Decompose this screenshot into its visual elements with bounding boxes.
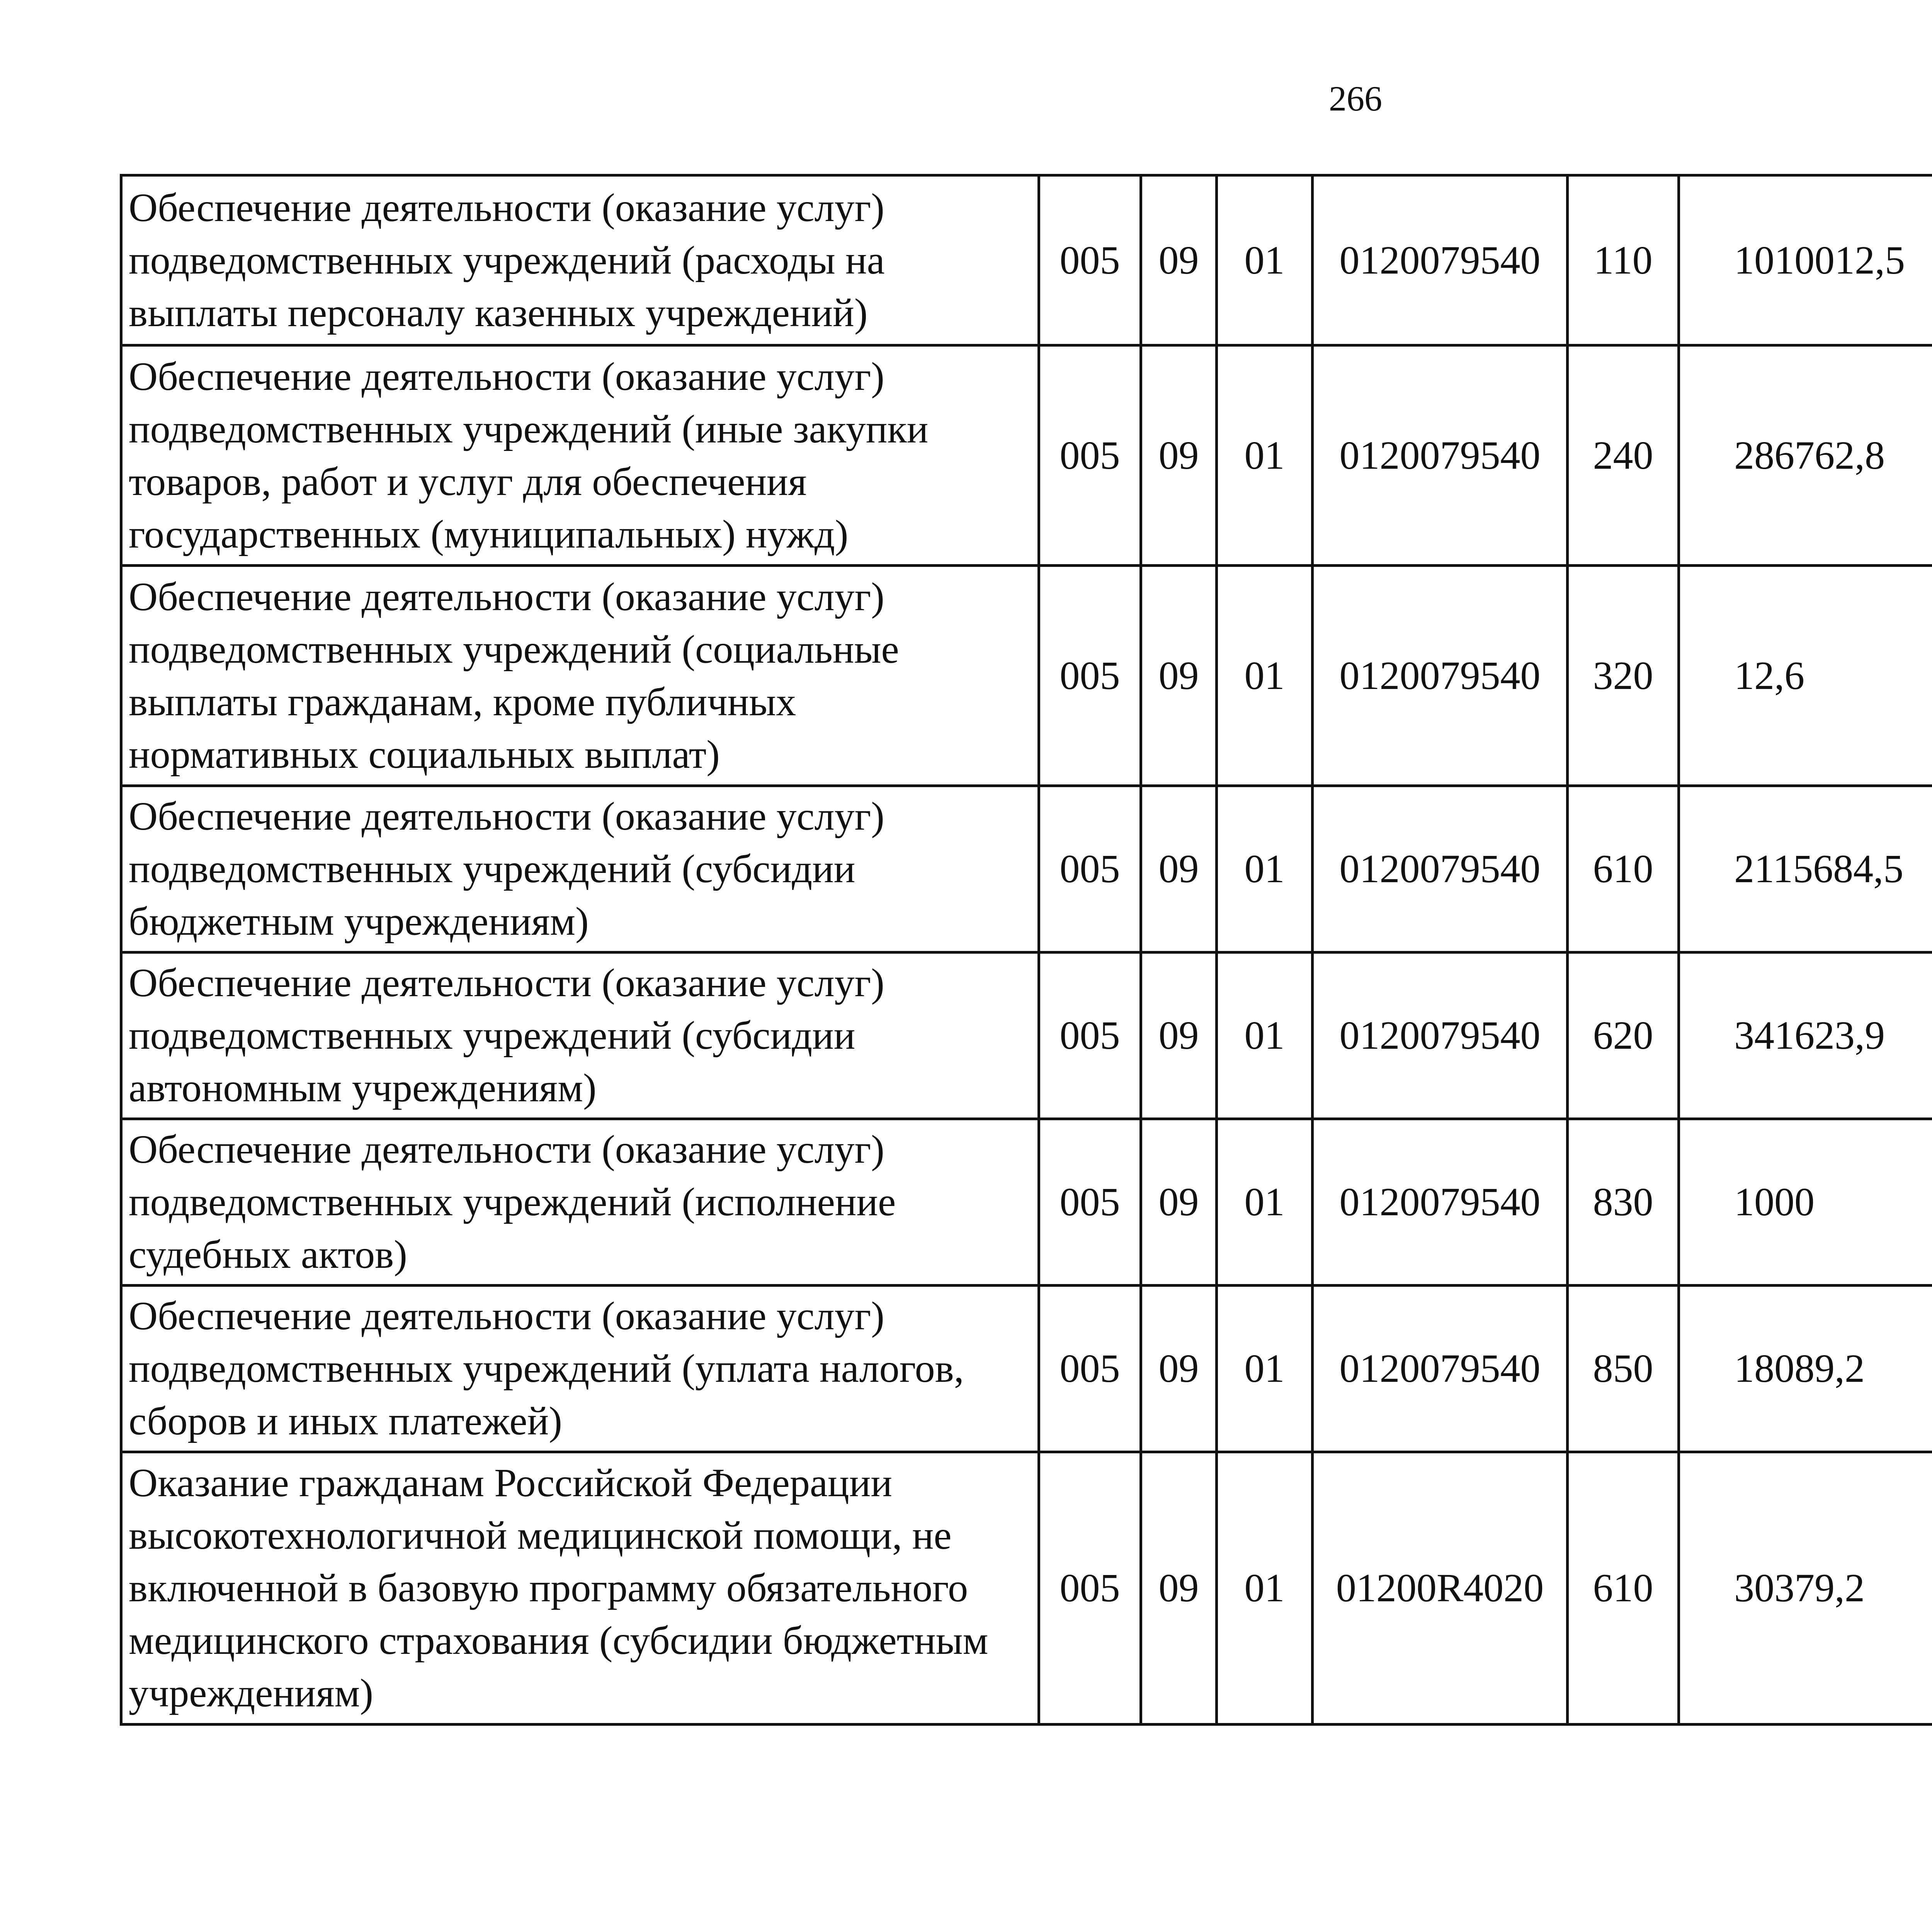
- target-article-code-cell: 0120079540: [1313, 1119, 1568, 1286]
- subsection-code-cell: 01: [1217, 1286, 1313, 1452]
- expense-name-cell: Обеспечение деятельности (оказание услуг) подведомственных учреждений (социальные выплаты гражданам, кроме публичных нормативных социальных выплат): [121, 566, 1039, 786]
- section-code-cell: 09: [1141, 786, 1217, 953]
- target-article-code-cell: 0120079540: [1313, 175, 1568, 345]
- section-code-cell: 09: [1141, 1286, 1217, 1452]
- section-code-cell: 09: [1141, 566, 1217, 786]
- ministry-code-cell: 005: [1039, 953, 1141, 1119]
- table-row: [121, 566, 1932, 786]
- ministry-code-cell: 005: [1039, 1286, 1141, 1452]
- amount-year1-cell: 30379,2: [1679, 1452, 1932, 1725]
- amount-year1-cell: 12,6: [1679, 566, 1932, 786]
- table-row: [121, 1452, 1932, 1725]
- expense-name-cell: Обеспечение деятельности (оказание услуг) подведомственных учреждений (исполнение судебных актов): [121, 1119, 1039, 1286]
- section-code-cell: 09: [1141, 175, 1217, 345]
- table-row: [121, 345, 1932, 566]
- table-row: [121, 953, 1932, 1119]
- ministry-code-cell: 005: [1039, 786, 1141, 953]
- subsection-code-cell: 01: [1217, 953, 1313, 1119]
- expense-name-cell: Обеспечение деятельности (оказание услуг) подведомственных учреждений (иные закупки товаров, работ и услуг для обеспечения государственных (муниципальных) нужд): [121, 345, 1039, 566]
- section-code-cell: 09: [1141, 1452, 1217, 1725]
- target-article-code-cell: 0120079540: [1313, 953, 1568, 1119]
- subsection-code-cell: 01: [1217, 786, 1313, 953]
- ministry-code-cell: 005: [1039, 175, 1141, 345]
- table-row: [121, 1286, 1932, 1452]
- page-number: 266: [1329, 79, 1382, 118]
- amount-year1-cell: 2115684,5: [1679, 786, 1932, 953]
- section-code-cell: 09: [1141, 345, 1217, 566]
- subsection-code-cell: 01: [1217, 175, 1313, 345]
- section-code-cell: 09: [1141, 953, 1217, 1119]
- amount-year1-cell: 341623,9: [1679, 953, 1932, 1119]
- expense-type-code-cell: 240: [1568, 345, 1679, 566]
- subsection-code-cell: 01: [1217, 1119, 1313, 1286]
- subsection-code-cell: 01: [1217, 345, 1313, 566]
- target-article-code-cell: 0120079540: [1313, 566, 1568, 786]
- target-article-code-cell: 0120079540: [1313, 786, 1568, 953]
- amount-year1-cell: 18089,2: [1679, 1286, 1932, 1452]
- expense-name-cell: Обеспечение деятельности (оказание услуг) подведомственных учреждений (расходы на выплаты персоналу казенных учреждений): [121, 175, 1039, 345]
- table-row: [121, 786, 1932, 953]
- ministry-code-cell: 005: [1039, 345, 1141, 566]
- expense-type-code-cell: 830: [1568, 1119, 1679, 1286]
- expense-type-code-cell: 320: [1568, 566, 1679, 786]
- subsection-code-cell: 01: [1217, 566, 1313, 786]
- target-article-code-cell: 0120079540: [1313, 345, 1568, 566]
- expense-name-cell: Оказание гражданам Российской Федерации высокотехнологичной медицинской помощи, не включенной в базовую программу обязательного медицинского страхования (субсидии бюджетным учреждениям): [121, 1452, 1039, 1725]
- expense-name-cell: Обеспечение деятельности (оказание услуг) подведомственных учреждений (субсидии бюджетным учреждениям): [121, 786, 1039, 953]
- expense-type-code-cell: 610: [1568, 786, 1679, 953]
- subsection-code-cell: 01: [1217, 1452, 1313, 1725]
- expense-name-cell: Обеспечение деятельности (оказание услуг) подведомственных учреждений (субсидии автономным учреждениям): [121, 953, 1039, 1119]
- expense-name-cell: Обеспечение деятельности (оказание услуг) подведомственных учреждений (уплата налогов, сборов и иных платежей): [121, 1286, 1039, 1452]
- expense-type-code-cell: 110: [1568, 175, 1679, 345]
- section-code-cell: 09: [1141, 1119, 1217, 1286]
- amount-year1-cell: 286762,8: [1679, 345, 1932, 566]
- expense-type-code-cell: 620: [1568, 953, 1679, 1119]
- ministry-code-cell: 005: [1039, 1452, 1141, 1725]
- expense-type-code-cell: 850: [1568, 1286, 1679, 1452]
- budget-table: [120, 174, 1932, 1726]
- ministry-code-cell: 005: [1039, 566, 1141, 786]
- expense-type-code-cell: 610: [1568, 1452, 1679, 1725]
- ministry-code-cell: 005: [1039, 1119, 1141, 1286]
- amount-year1-cell: 1010012,5: [1679, 175, 1932, 345]
- target-article-code-cell: 0120079540: [1313, 1286, 1568, 1452]
- table-row: [121, 175, 1932, 345]
- table-row: [121, 1119, 1932, 1286]
- amount-year1-cell: 1000: [1679, 1119, 1932, 1286]
- target-article-code-cell: 01200R4020: [1313, 1452, 1568, 1725]
